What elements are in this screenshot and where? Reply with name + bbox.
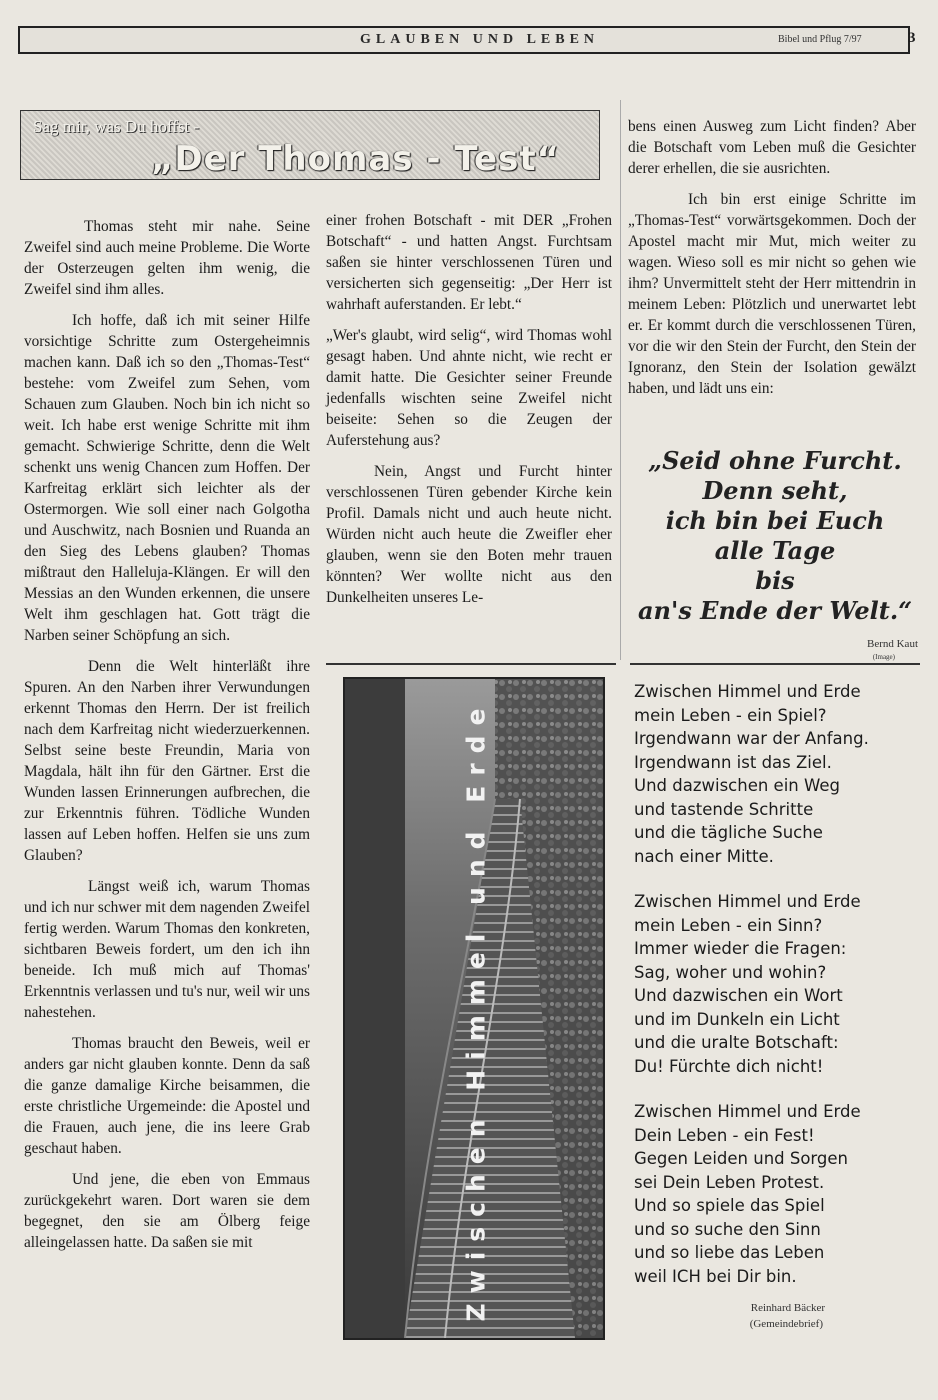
poem-line: Irgendwann war der Anfang. <box>634 729 869 748</box>
paragraph: Thomas braucht den Beweis, weil er anders gar nicht glauben konnte. Denn da saß die ganze damalige Kirche beisammen, die erste christliche Urgemeinde: die Apostel und die Frauen, auch jene, die ins leere Grab geschaut haben. <box>24 1035 310 1157</box>
poem-line: Dein Leben - ein Fest! <box>634 1125 815 1145</box>
divider <box>630 663 920 665</box>
article-author-source: (Image) <box>872 653 895 661</box>
paragraph: Und jene, die eben von Emmaus zurückgekehrt waren. Dort waren sie dem begegnet, den sie am Ölberg feige alleingelassen hatte. Da saßen sie mit <box>24 1171 310 1251</box>
poem-line: Und so spiele das Spiel <box>634 1196 825 1215</box>
poem-line: Du! Fürchte dich nicht! <box>634 1056 824 1076</box>
article-title-box <box>20 110 600 180</box>
paragraph: Längst weiß ich, warum Thomas und ich nur schwer mit dem nagenden Zweifel fertig werden. Warum Thomas den konkreten, sichtbaren Beweis fordert, um den ich ihn beneide. Ich muß mich auf Thomas' Erkenntnis verlassen und tu's nur, weil wir uns nahestehen. <box>24 878 310 1021</box>
paragraph: Denn die Welt hinterläßt ihre Spuren. An den Narben ihrer Verwundungen erkennt Thomas den Herrn. Der ist freilich nach dem Karfreitag nicht wiederzuerkennen. Selbst seine beste Freundin, Maria von Magdala, hält ihn für den Gärtner. Erst die Wunden lassen Erinnerungen aufbrechen, die zur Erkenntnis führen. Tödliche Wunden lassen auf Leben hoffen. Helfen sie uns zum Glauben? <box>24 658 310 864</box>
poem-line: Zwischen Himmel und Erde <box>634 682 861 701</box>
poem-line: sei Dein Leben Protest. <box>634 1172 825 1192</box>
quote-line: an's Ende der Welt.“ <box>637 596 913 625</box>
paragraph: bens einen Ausweg zum Licht finden? Aber die Botschaft vom Leben muß die Gesichter derer erhellen, die sie ausrichten. <box>628 118 916 177</box>
magazine-issue: Bibel und Pflug 7/97 <box>778 34 862 45</box>
article-author: Bernd Kaut <box>866 638 918 650</box>
poem-source: (Gemeindebrief) <box>749 1318 823 1330</box>
poem-line: und so liebe das Leben <box>634 1243 825 1262</box>
poem-line: Gegen Leiden und Sorgen <box>634 1149 849 1168</box>
article-column-3 <box>628 116 916 409</box>
paragraph: Nein, Angst und Furcht hinter verschlossenen Türen gebender Kirche kein Profil. Damals nicht und auch heute nicht. Würden nicht auch heute die Zweifler eher glauben, wenn sie den Boten mehr trauen könnten? Wer wollte nicht aus den Dunkelheiten unseres Le- <box>326 463 612 606</box>
poem-line: Zwischen Himmel und Erde <box>634 1102 861 1121</box>
divider <box>326 663 616 665</box>
poem-stanza <box>634 680 924 868</box>
paragraph: Thomas steht mir nahe. Seine Zweifel sind auch meine Probleme. Die Worte der Osterzeugen gelten ihm wenig, die Zweifel sind ihm alles. <box>24 218 310 298</box>
photo-caption: Zwischen Himmel und Erde <box>461 698 491 1322</box>
article-title: „Der Thomas - Test“ <box>151 139 560 179</box>
poem-line: mein Leben - ein Spiel? <box>634 705 827 725</box>
poem-line: und im Dunkeln ein Licht <box>634 1009 840 1029</box>
paragraph: Ich bin erst einige Schritte im „Thomas-Test“ vorwärtsgekommen. Doch der Apostel macht mir Mut, mich weiter zu wagen. Wieso soll es mir nicht so gehen wie ihm? Unvermittelt steht der Herr mittendrin in meinem Leben: Plötzlich und unerwartet lebt er. Er kommt durch die verschlossenen Türen, vor die wir den Stein der Furcht, den Stein der Ignoranz, den Stein der Isolation gewälzt haben, und lädt uns ein: <box>628 191 916 397</box>
poem-line: und die tägliche Suche <box>634 823 823 842</box>
article-kicker: Sag mir, was Du hoffst - <box>33 117 200 136</box>
poem-line: und tastende Schritte <box>634 799 814 819</box>
poem-line: Und dazwischen ein Wort <box>634 986 843 1005</box>
poem-line: Sag, woher und wohin? <box>634 962 827 982</box>
poem <box>634 680 924 1310</box>
poem-line: mein Leben - ein Sinn? <box>634 915 823 935</box>
poem-line: und die uralte Botschaft: <box>634 1033 839 1052</box>
poem-stanza <box>634 1100 924 1288</box>
quote-line: alle Tage <box>714 536 836 565</box>
poem-line: Und dazwischen ein Weg <box>634 776 840 795</box>
section-title: GLAUBEN UND LEBEN <box>360 32 600 47</box>
poem-line: Immer wieder die Fragen: <box>634 939 847 958</box>
poem-line: Irgendwann ist das Ziel. <box>634 752 832 772</box>
paragraph: Ich hoffe, daß ich mit seiner Hilfe vorsichtige Schritte zum Ostergeheimnis machen kann. Daß ich so den „Thomas-Test“ bestehe: vom Zweifel zum Sehen, vom Schauen zum Glauben. Noch bin ich nicht so weit. Ich habe erst wenige Schritte mit ihm gemacht. Schwierige Schritte, denn die Welt schenkt uns wenig Chancen zum Hoffen. Der Karfreitag erklärt sich leichter als der Ostermorgen. Wie soll einer nach Golgotha und Auschwitz, nach Bosnien und Ruanda an den Sieg des Lebens glauben? Thomas mißtraut den Halleluja-Klängen. Er will den Messias an den Wunden erkennen, die unsere Welt ihm geschlagen hat. Gott trägt die Narben seiner Schöpfung an sich. <box>24 312 310 644</box>
poem-line: weil ICH bei Dir bin. <box>634 1266 797 1286</box>
page-number: 3 <box>908 30 916 46</box>
poem-line: Zwischen Himmel und Erde <box>634 892 861 911</box>
quote-line: Denn seht, <box>702 476 848 505</box>
quote-block <box>630 446 920 626</box>
paragraph: einer frohen Botschaft - mit DER „Frohen Botschaft“ - und hatten Angst. Furchtsam saßen sie hinter verschlossenen Türen und versicherten sich gegenseitig: „Der Herr ist wahrhaft auferstanden. Er lebt.“ <box>326 212 612 313</box>
poem-line: und so suche den Sinn <box>634 1219 821 1239</box>
quote-line: „Seid ohne Furcht. <box>648 446 902 475</box>
poem-line: nach einer Mitte. <box>634 846 774 866</box>
poem-stanza <box>634 890 924 1078</box>
article-column-2 <box>326 210 612 618</box>
page-header <box>18 26 916 54</box>
quote-line: ich bin bei Euch <box>665 506 885 535</box>
staircase-photo <box>343 677 605 1340</box>
poem-author: Reinhard Bäcker <box>750 1302 825 1314</box>
article-column-1 <box>24 216 310 1263</box>
quote-line: bis <box>755 566 795 595</box>
column-divider <box>620 100 621 660</box>
paragraph: „Wer's glaubt, wird selig“, wird Thomas wohl gesagt haben. Und ahnte nicht, wie recht er damit hatte. Die Gesichter seiner Freunde jedenfalls wischten seine Zweifel nicht beiseite: Sehen so die Zeugen der Auferstehung aus? <box>326 327 612 449</box>
